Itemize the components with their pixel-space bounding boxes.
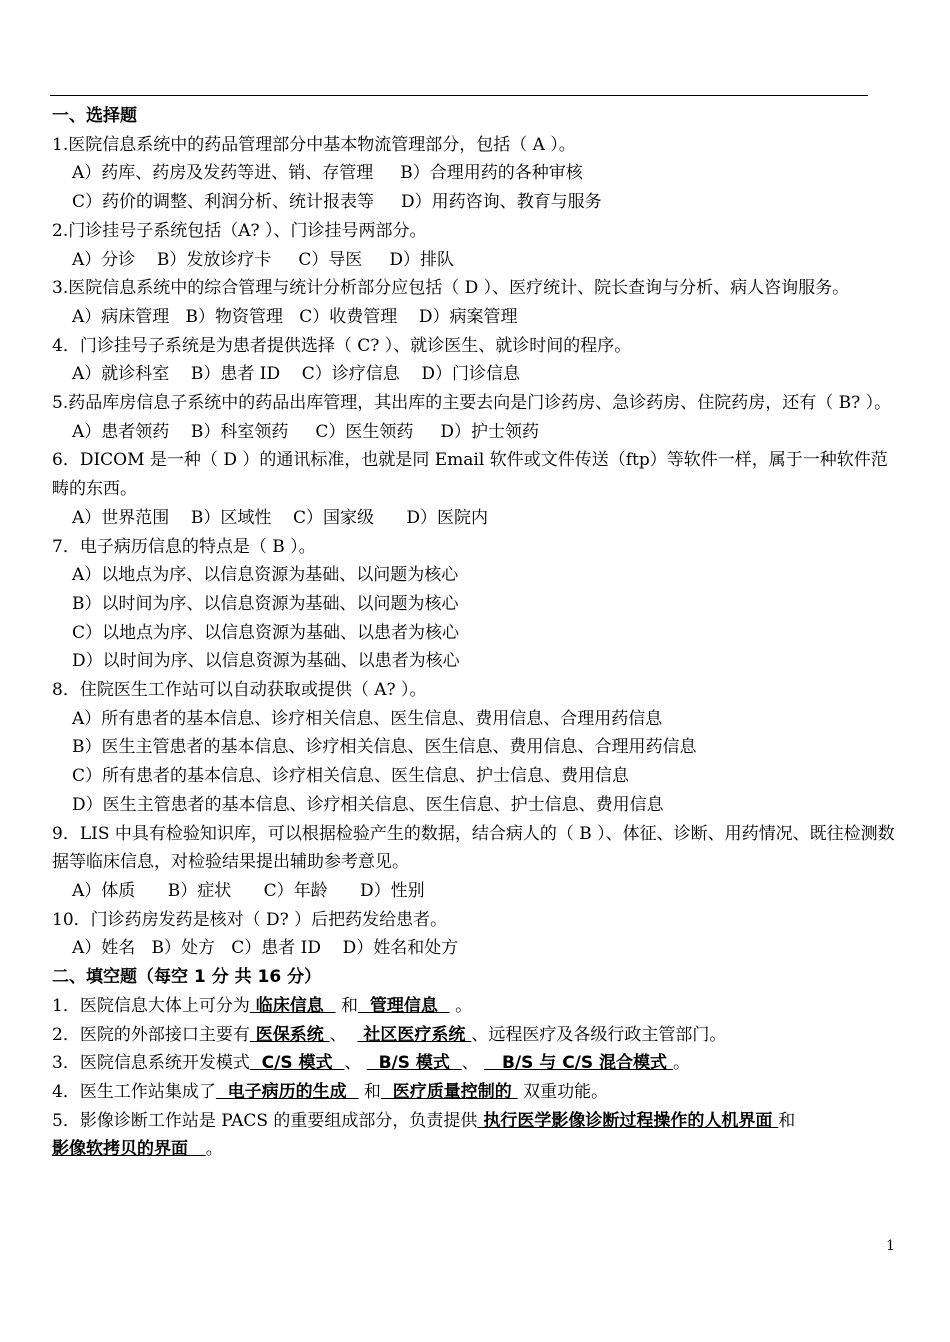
fill-text: 和 bbox=[335, 995, 358, 1016]
question-stem: 9．LIS 中具有检验知识库，可以根据检验产生的数据，结合病人的（ B ）、体征、诊断、用药情况、既往检测数据等临床信息，对检验结果提出辅助参考意见。 bbox=[52, 823, 895, 873]
question-stem: 7．电子病历信息的特点是（ B ）。 bbox=[52, 536, 316, 557]
fill-text: 和 bbox=[778, 1110, 796, 1131]
question-options: B）医生主管患者的基本信息、诊疗相关信息、医生信息、费用信息、合理用药信息 bbox=[72, 737, 697, 758]
question-options: C）所有患者的基本信息、诊疗相关信息、医生信息、护士信息、费用信息 bbox=[72, 766, 630, 787]
fill-text: 双重功能。 bbox=[517, 1081, 609, 1102]
question-options: A）体质 B）症状 C）年龄 D）性别 bbox=[72, 880, 425, 901]
fill-text: 。 bbox=[672, 1053, 690, 1074]
question-stem: 6．DICOM 是一种（ D ）的通讯标准，也就是同 Email 软件或文件传送（ftp）等软件一样，属于一种软件范畴的东西。 bbox=[52, 450, 888, 500]
question-stem: 3.医院信息系统中的综合管理与统计分析部分应包括（ D ）、医疗统计、院长查询与分析、病人咨询服务。 bbox=[52, 278, 850, 299]
question-options: A）所有患者的基本信息、诊疗相关信息、医生信息、费用信息、合理用药信息 bbox=[72, 708, 663, 729]
page-number: 1 bbox=[886, 1238, 895, 1254]
question-options: A）就诊科室 B）患者 ID C）诊疗信息 D）门诊信息 bbox=[72, 364, 521, 385]
fill-item bbox=[52, 1049, 902, 1078]
answer-blank: 医疗质量控制的 bbox=[380, 1081, 518, 1102]
answer-blank: C/S 模式 bbox=[249, 1053, 345, 1074]
question-options: A）世界范围 B）区域性 C）国家级 D）医院内 bbox=[72, 507, 489, 528]
question-options: C）以地点为序、以信息资源为基础、以患者为核心 bbox=[72, 622, 460, 643]
question-stem: 10．门诊药房发药是核对（ D? ）后把药发给患者。 bbox=[52, 909, 448, 930]
header-rule bbox=[50, 95, 868, 96]
question-stem: 4．门诊挂号子系统是为患者提供选择（ C? ）、就诊医生、就诊时间的程序。 bbox=[52, 335, 632, 356]
fill-item bbox=[52, 1021, 902, 1050]
answer-blank: B/S 与 C/S 混合模式 bbox=[484, 1053, 673, 1074]
fill-text: 3．医院信息系统开发模式 bbox=[52, 1053, 250, 1074]
question-stem: 1.医院信息系统中的药品管理部分中基本物流管理部分，包括（ A ）。 bbox=[52, 134, 576, 155]
question-options: D）以时间为序、以信息资源为基础、以患者为核心 bbox=[72, 651, 460, 672]
answer-blank: 管理信息 bbox=[358, 995, 450, 1016]
fill-text: 。 bbox=[449, 995, 473, 1016]
question-stem: 5.药品库房信息子系统中的药品出库管理，其出库的主要去向是门诊药房、急诊药房、住院药房，还有（ B? ）。 bbox=[52, 393, 892, 414]
question-options: A）以地点为序、以信息资源为基础、以问题为核心 bbox=[72, 565, 459, 586]
question-options: D）医生主管患者的基本信息、诊疗相关信息、医生信息、护士信息、费用信息 bbox=[72, 794, 664, 815]
fill-list bbox=[52, 992, 902, 1164]
answer-blank: 临床信息 bbox=[249, 995, 336, 1016]
fill-text: 1．医院信息大体上可分为 bbox=[52, 995, 250, 1016]
answer-blank: B/S 模式 bbox=[366, 1053, 462, 1074]
fill-text: 4．医生工作站集成了 bbox=[52, 1081, 216, 1102]
answer-blank: 电子病历的生成 bbox=[215, 1081, 359, 1102]
answer-blank: 社区医疗系统 bbox=[357, 1024, 472, 1045]
answer-blank: 医保系统 bbox=[249, 1024, 330, 1045]
answer-blank: 影像软拷贝的界面 bbox=[52, 1139, 206, 1160]
answer-blank: 执行医学影像诊断过程操作的人机界面 bbox=[477, 1110, 779, 1131]
question-options: A）分诊 B）发放诊疗卡 C）导医 D）排队 bbox=[72, 249, 455, 270]
fill-text: 2．医院的外部接口主要有 bbox=[52, 1024, 250, 1045]
question-options: A）患者领药 B）科室领药 C）医生领药 D）护士领药 bbox=[72, 421, 540, 442]
fill-text: 和 bbox=[358, 1081, 381, 1102]
document-body bbox=[52, 102, 902, 1164]
question-options: A）病床管理 B）物资管理 C）收费管理 D）病案管理 bbox=[72, 306, 518, 327]
fill-text: 5．影像诊断工作站是 PACS 的重要组成部分，负责提供 bbox=[52, 1110, 478, 1131]
question-stem: 2.门诊挂号子系统包括（A? ）、门诊挂号两部分。 bbox=[52, 220, 427, 241]
section-title-fill: 二、填空题（每空 1 分 共 16 分） bbox=[52, 967, 322, 988]
question-options: B）以时间为序、以信息资源为基础、以问题为核心 bbox=[72, 593, 459, 614]
question-options: C）药价的调整、利润分析、统计报表等 D）用药咨询、教育与服务 bbox=[72, 192, 602, 213]
fill-text: 、 bbox=[329, 1024, 358, 1045]
fill-item bbox=[52, 1078, 902, 1107]
section-title-choice: 一、选择题 bbox=[52, 106, 137, 126]
fill-text: 、远程医疗及各级行政主管部门。 bbox=[471, 1024, 727, 1045]
question-options: A）姓名 B）处方 C）患者 ID D）姓名和处方 bbox=[72, 938, 459, 959]
question-options: A）药库、药房及发药等进、销、存管理 B）合理用药的各种审核 bbox=[72, 163, 583, 184]
question-list bbox=[52, 131, 902, 963]
question-stem: 8．住院医生工作站可以自动获取或提供（ A? ）。 bbox=[52, 680, 427, 701]
fill-text: 、 bbox=[461, 1053, 485, 1074]
fill-item bbox=[52, 992, 902, 1021]
fill-text: 、 bbox=[344, 1053, 367, 1074]
fill-item bbox=[52, 1107, 902, 1164]
fill-text: 。 bbox=[205, 1139, 223, 1160]
